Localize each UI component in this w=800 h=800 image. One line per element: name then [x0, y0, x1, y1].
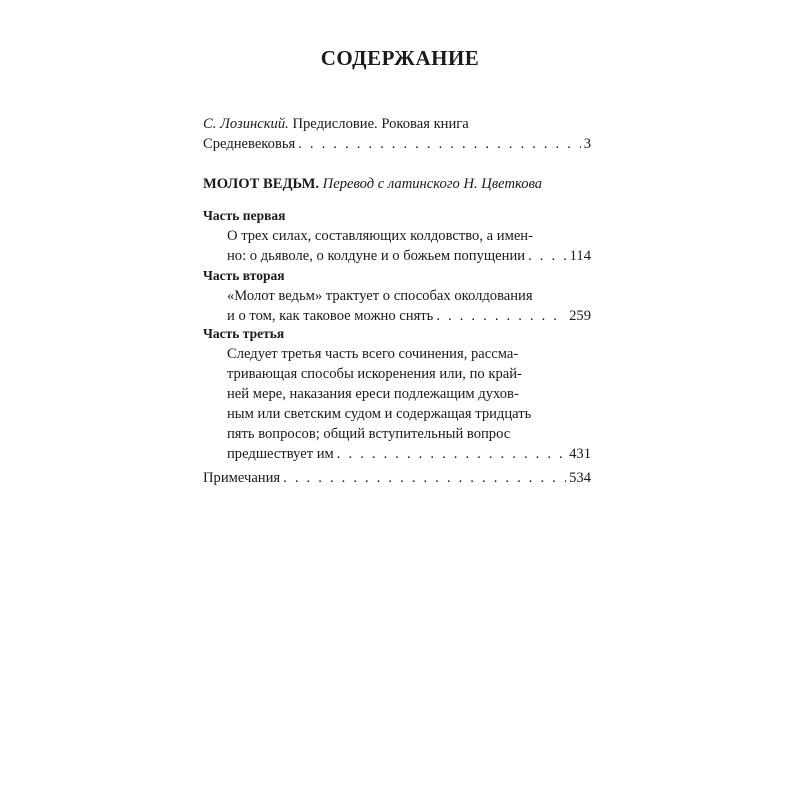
part-3-leader-line	[227, 444, 591, 464]
preface-first-line	[203, 114, 591, 134]
part-3-line: ным или светским судом и содержащая тридцать	[227, 406, 532, 422]
toc-entry-notes	[203, 468, 591, 488]
preface-title-line1: Предисловие. Роковая книга	[292, 116, 469, 132]
dot-leader	[436, 306, 566, 326]
main-work-line	[203, 174, 591, 194]
part-3-page-number: 431	[569, 446, 591, 462]
part-1-page-number: 114	[569, 248, 591, 264]
toc-entry-part-1	[203, 206, 591, 266]
part-2-leader-line	[227, 306, 591, 326]
part-1-leader-line	[227, 246, 591, 266]
part-3-line: ней мере, наказания ереси подлежащим духов-	[227, 386, 519, 402]
part-1-description	[203, 226, 591, 266]
part-3-heading: Часть третья	[203, 326, 285, 341]
toc-entry-part-2	[203, 266, 591, 326]
part-3-line: тривающая способы искоренения или, по край-	[227, 366, 522, 382]
toc-entry-preface	[203, 114, 591, 154]
toc-entry-part-3	[203, 324, 591, 464]
preface-author: С. Лозинский.	[203, 116, 289, 132]
part-1-line: О трех силах, составляющих колдовство, а имен-	[227, 228, 533, 244]
part-3-last-line: предшествует им	[227, 446, 334, 462]
preface-page-number: 3	[583, 136, 591, 152]
notes-page-number: 534	[569, 470, 591, 486]
part-1-heading: Часть первая	[203, 208, 286, 223]
preface-title-line2: Средневековья	[203, 136, 296, 152]
part-2-last-line: и о том, как таковое можно снять	[227, 308, 434, 324]
preface-leader-line	[203, 134, 591, 154]
dot-leader	[298, 134, 580, 154]
notes-label: Примечания	[203, 470, 281, 486]
part-2-description	[203, 286, 591, 326]
part-2-heading: Часть вторая	[203, 268, 285, 283]
part-3-description	[203, 344, 591, 464]
dot-leader	[337, 444, 566, 464]
part-3-line: пять вопросов; общий вступительный вопрос	[227, 426, 511, 442]
part-1-last-line: но: о дьяволе, о колдуне и о божьем попущении	[227, 248, 526, 264]
part-2-line: «Молот ведьм» трактует о способах околдования	[227, 288, 533, 304]
dot-leader	[283, 468, 566, 488]
part-2-page-number: 259	[569, 308, 591, 324]
dot-leader	[528, 246, 567, 266]
toc-main-work-heading	[203, 174, 591, 194]
page-title: СОДЕРЖАНИЕ	[320, 46, 480, 70]
part-3-line: Следует третья часть всего сочинения, рассма-	[227, 346, 519, 362]
main-work-title: МОЛОТ ВЕДЬМ.	[203, 176, 320, 192]
main-work-subtitle: Перевод с латинского Н. Цветкова	[322, 176, 543, 192]
notes-leader-line	[203, 468, 591, 488]
